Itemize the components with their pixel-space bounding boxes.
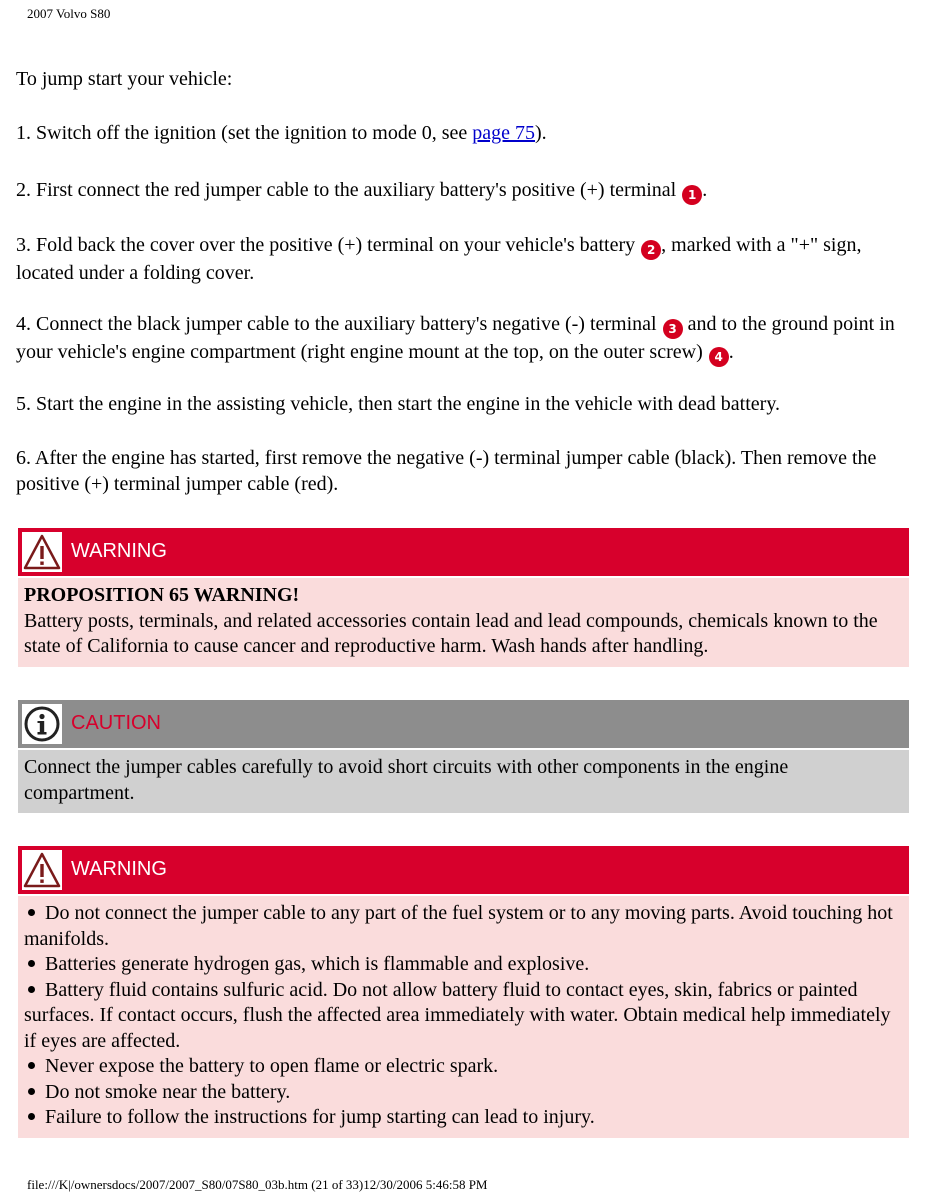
step-4-text: 4. Connect the black jumper cable to the auxiliary battery's negative (-) terminal [16, 313, 657, 335]
step-2-text: 2. First connect the red jumper cable to the auxiliary battery's positive (+) terminal [16, 179, 677, 201]
warning-label: WARNING [71, 540, 167, 562]
step-5: 5. Start the engine in the assisting vehicle, then start the engine in the vehicle with dead battery. [16, 393, 781, 415]
step-6: 6. After the engine has started, first remove the negative (-) terminal jumper cable (black). Then remove the positive (+) terminal jumper cable (red). [16, 447, 877, 495]
callout-1-badge: 1 [682, 185, 702, 205]
step-3 [16, 232, 911, 286]
list-item: Never expose the battery to open flame or electric spark. [24, 1054, 903, 1080]
bullet-icon [28, 1088, 35, 1095]
caution-box [18, 700, 909, 813]
warning-triangle-icon [22, 850, 62, 890]
bullet-icon [28, 960, 35, 967]
warning-box-battery [18, 846, 909, 1138]
step-1-text: 1. Switch off the ignition (set the ignition to mode 0, see [16, 122, 473, 144]
step-4-end: . [728, 341, 734, 363]
callout-2-badge: 2 [641, 240, 661, 260]
bullet-icon [28, 986, 35, 993]
caution-header [18, 700, 909, 748]
step-2 [16, 177, 911, 205]
list-item: Batteries generate hydrogen gas, which is flammable and explosive. [24, 952, 903, 978]
bullet-icon [28, 909, 35, 916]
warning-label-2: WARNING [71, 858, 167, 880]
list-item: Failure to follow the instructions for jump starting can lead to injury. [24, 1105, 903, 1131]
page-75-link[interactable]: page 75 [472, 122, 536, 144]
step-3-end: , marked with a "+" sign, located under a folding cover. [16, 234, 862, 284]
prop65-text: Battery posts, terminals, and related accessories contain lead and lead compounds, chemicals known to the state of California to cause cancer and reproductive harm. Wash hands after handling. [24, 609, 878, 657]
caution-body: Connect the jumper cables carefully to avoid short circuits with other components in the engine compartment. [18, 750, 909, 813]
warning-triangle-icon [22, 532, 62, 572]
warning-box-prop65 [18, 528, 909, 667]
step-3-text: 3. Fold back the cover over the positive (+) terminal on your vehicle's battery [16, 234, 636, 256]
page-header-title: 2007 Volvo S80 [27, 6, 111, 21]
caution-label: CAUTION [71, 712, 161, 734]
warning-header [18, 528, 909, 576]
callout-4-badge: 4 [709, 347, 729, 367]
list-item: Do not smoke near the battery. [24, 1080, 903, 1106]
warning-body-2 [18, 896, 909, 1138]
step-1 [16, 120, 911, 146]
bullet-icon [28, 1113, 35, 1120]
intro-text: To jump start your vehicle: [16, 68, 233, 90]
list-item: Do not connect the jumper cable to any part of the fuel system or to any moving parts. Avoid touching hot manifolds. [24, 902, 893, 950]
warning-header-2 [18, 846, 909, 894]
prop65-heading: PROPOSITION 65 WARNING! [24, 584, 300, 606]
bullet-icon [28, 1062, 35, 1069]
info-icon [22, 704, 62, 744]
callout-3-badge: 3 [663, 319, 683, 339]
step-2-end: . [702, 179, 708, 201]
warning-bullet-list [24, 901, 903, 1131]
step-4 [16, 311, 911, 367]
step-1-end: ). [535, 122, 547, 144]
list-item: Battery fluid contains sulfuric acid. Do not allow battery fluid to contact eyes, skin, fabrics or painted surfaces. If contact occurs, flush the affected area immediately with water. Obtain medical help immediately if eyes are affected. [24, 978, 891, 1052]
step-4-middle: and to the ground point in your vehicle's engine compartment (right engine mount at the top, on the outer screw) [16, 313, 895, 363]
warning-body [18, 578, 909, 667]
page-footer-path: file:///K|/ownersdocs/2007/2007_S80/07S80_03b.htm (21 of 33)12/30/2006 5:46:58 PM [27, 1177, 488, 1192]
